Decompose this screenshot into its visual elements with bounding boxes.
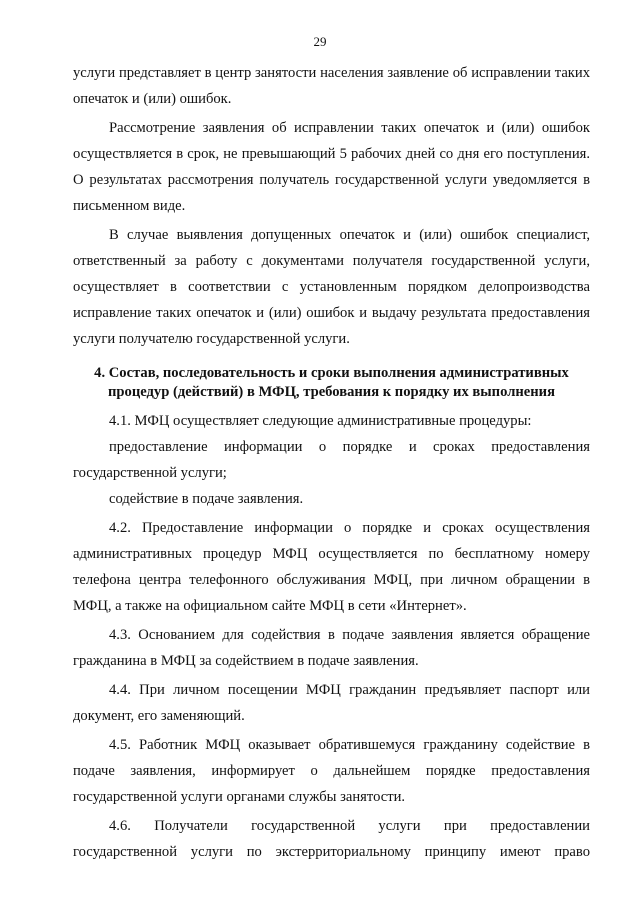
paragraph-4-2: 4.2. Предоставление информации о порядке и сроках осуществления административных процедур МФЦ осуществляется по бесплатному номеру телефона центра телефонного обслуживания МФЦ, при личном обращении в МФЦ, а также на официальном сайте МФЦ в сети «Интернет». — [73, 520, 590, 614]
page-body — [73, 60, 590, 865]
paragraph-4-5: 4.5. Работник МФЦ оказывает обратившемуся гражданину содействие в подаче заявления, информирует о дальнейшем порядке предоставления государственной услуги органами службы занятости. — [73, 737, 590, 805]
paragraph-error-correction: В случае выявления допущенных опечаток и (или) ошибок специалист, ответственный за работу с документами получателя государственной услуги, осуществляет в соответствии с установленным порядком делопроизводства исправление таких опечаток и (или) ошибок и выдачу результата предоставления услуги получателю государственной услуги. — [73, 227, 590, 347]
paragraph-4-4: 4.4. При личном посещении МФЦ гражданин предъявляет паспорт или документ, его заменяющий. — [73, 682, 590, 724]
paragraph-4-3: 4.3. Основанием для содействия в подаче заявления является обращение гражданина в МФЦ за содействием в подаче заявления. — [73, 627, 590, 669]
paragraph-4-6: 4.6. Получатели государственной услуги при предоставлении государственной услуги по экстерриториальному принципу имеют право — [73, 818, 590, 860]
paragraph-continuation: услуги представляет в центр занятости населения заявление об исправлении таких опечаток и (или) ошибок. — [73, 65, 590, 107]
paragraph-4-1: 4.1. МФЦ осуществляет следующие административные процедуры: — [109, 413, 532, 429]
list-item-assistance: содействие в подаче заявления. — [109, 491, 304, 507]
section-heading: 4. Состав, последовательность и сроки выполнения административных процедур (действий) в МФЦ, требования к порядку их выполнения — [94, 365, 569, 400]
paragraph-review-period: Рассмотрение заявления об исправлении таких опечаток и (или) ошибок осуществляется в срок, не превышающий 5 рабочих дней со дня его поступления. О результатах рассмотрения получатель государственной услуги уведомляется в письменном виде. — [73, 120, 590, 214]
page-number: 29 — [313, 34, 327, 49]
list-item-information: предоставление информации о порядке и сроках предоставления государственной услуги; — [73, 439, 590, 481]
